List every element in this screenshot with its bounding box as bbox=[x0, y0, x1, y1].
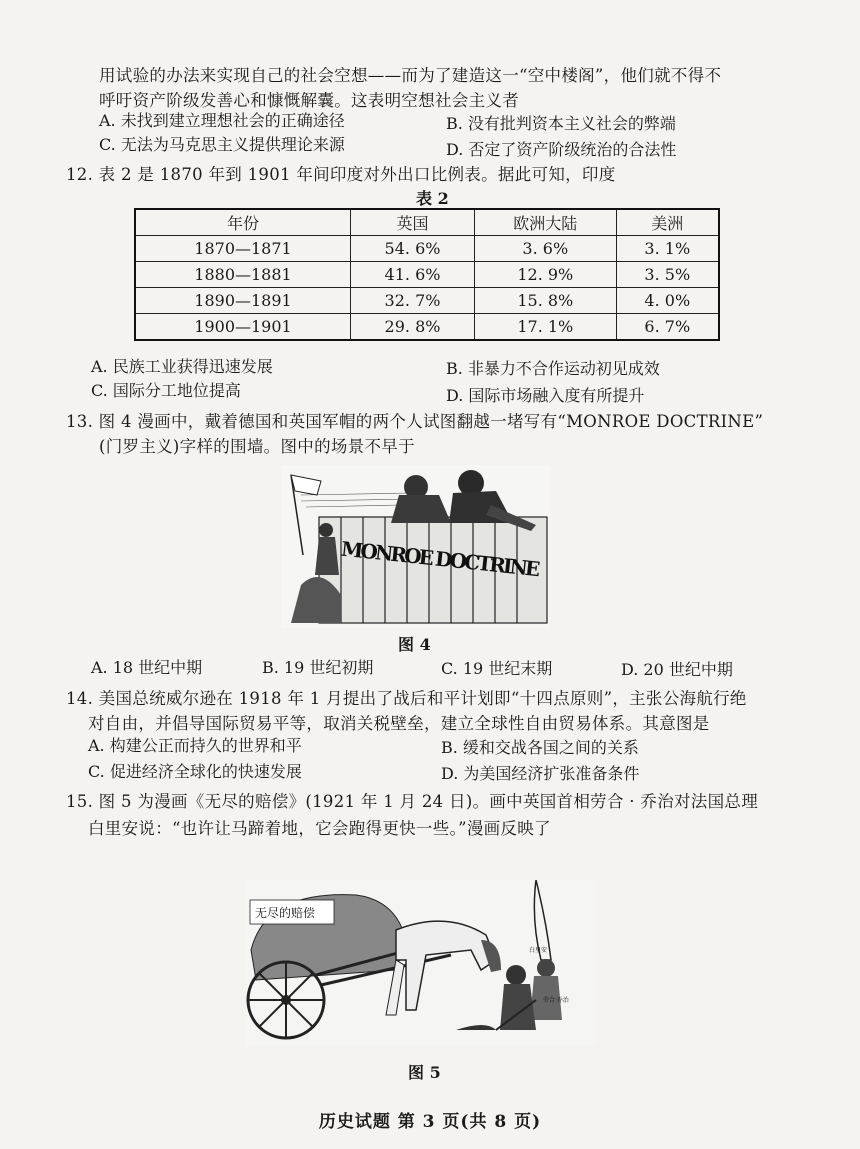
table-cell: 6. 7% bbox=[616, 314, 719, 341]
q14-option-d: D. 为美国经济扩张准备条件 bbox=[441, 764, 640, 783]
q13-option-b: B. 19 世纪初期 bbox=[262, 658, 374, 677]
table-header: 年份 bbox=[135, 209, 351, 236]
q14-option-b: B. 缓和交战各国之间的关系 bbox=[441, 738, 639, 757]
page-footer: 历史试题 第 3 页(共 8 页) bbox=[318, 1112, 542, 1132]
q11-stem-line2: 呼吁资产阶级发善心和慷慨解囊。这表明空想社会主义者 bbox=[99, 91, 519, 110]
figure-4-caption: 图 4 bbox=[398, 635, 431, 654]
figure-4-wall-text: MONROE DOCTRINE bbox=[340, 536, 542, 582]
export-ratio-table bbox=[134, 208, 720, 341]
table-cell: 1890—1891 bbox=[135, 288, 351, 314]
figure-5-small-label-lloyd-george: 劳合·乔治 bbox=[543, 997, 569, 1004]
table-cell: 54. 6% bbox=[351, 236, 475, 262]
q11-option-c: C. 无法为马克思主义提供理论来源 bbox=[99, 135, 345, 154]
figure-5-label: 无尽的赔偿 bbox=[255, 906, 316, 920]
q12-option-d: D. 国际市场融入度有所提升 bbox=[446, 386, 645, 405]
table-caption: 表 2 bbox=[416, 189, 449, 208]
endless-reparations-cartoon-image bbox=[246, 880, 596, 1046]
q14-stem-line1: 14. 美国总统威尔逊在 1918 年 1 月提出了战后和平计划即“十四点原则”，主张公海航行绝 bbox=[66, 689, 747, 708]
q13-option-a: A. 18 世纪中期 bbox=[91, 658, 203, 677]
table-header: 英国 bbox=[351, 209, 475, 236]
table-row bbox=[135, 236, 719, 262]
monroe-doctrine-cartoon-image bbox=[281, 465, 550, 628]
table-cell: 1900—1901 bbox=[135, 314, 351, 341]
q14-option-c: C. 促进经济全球化的快速发展 bbox=[88, 762, 302, 781]
q11-option-b: B. 没有批判资本主义社会的弊端 bbox=[446, 114, 676, 133]
table-cell: 1880—1881 bbox=[135, 262, 351, 288]
figure-4-cartoon bbox=[281, 465, 550, 628]
q13-stem-line2: (门罗主义)字样的围墙。图中的场景不早于 bbox=[99, 437, 415, 456]
table-cell: 15. 8% bbox=[474, 288, 616, 314]
table-cell: 4. 0% bbox=[616, 288, 719, 314]
q13-option-d: D. 20 世纪中期 bbox=[621, 660, 733, 679]
table-cell: 17. 1% bbox=[474, 314, 616, 341]
table-row bbox=[135, 314, 719, 341]
q13-option-c: C. 19 世纪末期 bbox=[441, 659, 553, 678]
table-row bbox=[135, 288, 719, 314]
q12-option-b: B. 非暴力不合作运动初见成效 bbox=[446, 359, 660, 378]
table-cell: 41. 6% bbox=[351, 262, 475, 288]
table-cell: 29. 8% bbox=[351, 314, 475, 341]
q11-option-a: A. 未找到建立理想社会的正确途径 bbox=[99, 111, 345, 130]
table-cell: 1870—1871 bbox=[135, 236, 351, 262]
q12-option-c: C. 国际分工地位提高 bbox=[91, 381, 241, 400]
table-cell: 3. 5% bbox=[616, 262, 719, 288]
q13-stem-line1: 13. 图 4 漫画中，戴着德国和英国军帽的两个人试图翻越一堵写有“MONROE DOCTRINE” bbox=[66, 412, 764, 431]
table-row bbox=[135, 262, 719, 288]
q11-option-d: D. 否定了资产阶级统治的合法性 bbox=[446, 140, 677, 159]
table-header: 美洲 bbox=[616, 209, 719, 236]
q14-option-a: A. 构建公正而持久的世界和平 bbox=[88, 736, 302, 755]
table-header-row bbox=[135, 209, 719, 236]
table-cell: 3. 1% bbox=[616, 236, 719, 262]
q15-stem-line1: 15. 图 5 为漫画《无尽的赔偿》(1921 年 1 月 24 日)。画中英国首相劳合 · 乔治对法国总理 bbox=[66, 792, 758, 811]
q11-stem-line1: 用试验的办法来实现自己的社会空想——而为了建造这一“空中楼阁”，他们就不得不 bbox=[99, 66, 722, 85]
table-cell: 3. 6% bbox=[474, 236, 616, 262]
figure-5-small-label-briand: 白里安 bbox=[529, 947, 548, 954]
figure-5-caption: 图 5 bbox=[408, 1063, 441, 1082]
q14-stem-line2: 对自由，并倡导国际贸易平等，取消关税壁垒，建立全球性自由贸易体系。其意图是 bbox=[88, 714, 710, 733]
table-cell: 32. 7% bbox=[351, 288, 475, 314]
figure-5-cartoon bbox=[246, 880, 596, 1046]
q12-stem: 12. 表 2 是 1870 年到 1901 年间印度对外出口比例表。据此可知，印度 bbox=[66, 165, 616, 184]
table-cell: 12. 9% bbox=[474, 262, 616, 288]
q15-stem-line2: 白里安说：“也许让马蹄着地，它会跑得更快一些。”漫画反映了 bbox=[88, 819, 551, 838]
q12-option-a: A. 民族工业获得迅速发展 bbox=[91, 357, 273, 376]
table-header: 欧洲大陆 bbox=[474, 209, 616, 236]
